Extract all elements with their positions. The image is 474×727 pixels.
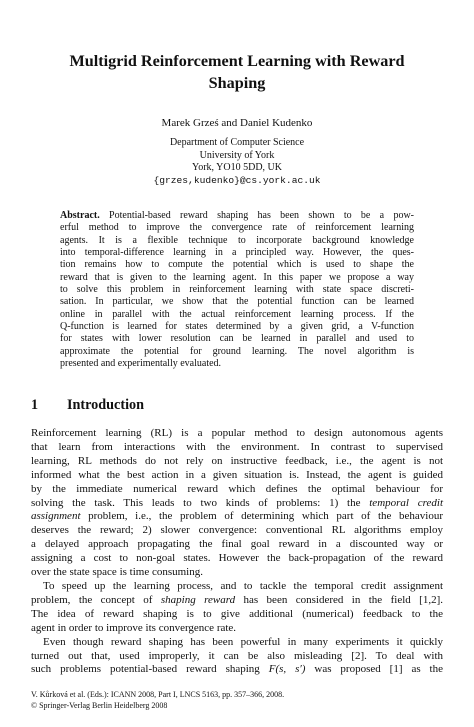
affiliation-university: University of York — [199, 149, 275, 161]
body-text — [31, 427, 443, 677]
abstract-line: online in parallel with the actual reinforcement learning process. If the — [60, 308, 414, 320]
abstract-line: Q-function is learned for states determined by a given grid, a V-function — [60, 321, 414, 333]
abstract-line: erful method to improve the convergence rate of reinforcement learning — [60, 222, 414, 234]
author-names: Marek Grześ and Daniel Kudenko — [161, 117, 313, 129]
body-line: learning, RL methods do not rely on instructive feedback, i.e., the agent is not — [31, 454, 443, 467]
affiliation-email: {grzes,kudenko}@cs.york.ac.uk — [153, 174, 321, 186]
body-line: a delayed approach propagating the final goal reward in a discounted way or — [31, 538, 443, 551]
abstract-line: sation. In particular, we show that the potential function can be learned — [60, 296, 414, 308]
abstract-line: to solve this problem in reinforcement learning with state space discreti- — [60, 284, 414, 296]
paper-title — [30, 50, 444, 94]
abstract-line: reward that is given to the learning agent. In this paper we propose a way — [60, 271, 414, 283]
title-line-2: Shaping — [208, 74, 266, 92]
emphasis: temporal credit — [369, 496, 443, 509]
body-line: deserves the reward; 2) slower convergence: conventional RL algorithms employ — [31, 524, 443, 537]
body-line: solving the task. This leads to two kinds of problems: 1) the temporal credit — [31, 496, 443, 509]
abstract-block — [60, 210, 414, 370]
abstract-line: agents. It is a flexible technique to incorporate background knowledge — [60, 234, 414, 246]
section-heading — [31, 396, 144, 414]
abstract-line: for states with lower resolution can be learned in parallel and used to — [60, 333, 414, 345]
affiliation-block — [0, 137, 474, 187]
affiliation-department: Department of Computer Science — [169, 137, 305, 148]
footer-line-2: © Springer-Verlag Berlin Heidelberg 2008 — [31, 700, 168, 710]
emphasis: shaping reward — [160, 593, 236, 606]
body-line: assignment problem, i.e., the problem of determining which part of the behaviour — [31, 510, 443, 523]
title-line-1: Multigrid Reinforcement Learning with Reward — [69, 52, 405, 70]
body-line: Reinforcement learning (RL) is a popular method to design autonomous agents — [31, 427, 443, 439]
abstract-line: presented and experimentally evaluated. — [60, 358, 222, 370]
math-expression: F(s, s′) — [268, 663, 306, 676]
body-line: over the state space is time consuming. — [31, 566, 203, 579]
abstract-line: approximate the potential for ground learning. The novel algorithm is — [60, 345, 414, 357]
body-line: such problems potential-based reward shaping F(s, s′) was proposed [1] as the — [31, 663, 443, 676]
affiliation-city: York, YO10 5DD, UK — [191, 162, 282, 174]
body-line: informed what the best action in a given situation is. Instead, the agent is guided — [31, 468, 443, 481]
section-number: 1 — [31, 397, 39, 413]
body-line: assigning a cost to non-goal states. However the back-propagation of the reward — [31, 552, 443, 565]
body-line: Even though reward shaping has been powerful in many experiments it quickly — [43, 635, 443, 648]
body-line: The idea of reward shaping is to give additional (numerical) feedback to the — [31, 607, 443, 620]
body-line: by the immediate numerical reward which defines the optimal behaviour for — [31, 482, 443, 495]
abstract-line: Abstract. Potential-based reward shaping has been shown to be a pow- — [60, 210, 414, 221]
footer-line-1: V. Kůrková et al. (Eds.): ICANN 2008, Part I, LNCS 5163, pp. 357–366, 2008. — [31, 690, 285, 699]
abstract-line: into temporal-difference learning in a principled way. However, the ques- — [60, 247, 414, 259]
footer-citation — [31, 690, 284, 711]
emphasis: assignment — [31, 510, 81, 523]
section-title: Introduction — [67, 397, 144, 413]
body-line: that learn from interactions with the environment. In contrast to supervised — [31, 440, 443, 453]
abstract-line: tion remains how to compute the potential which is used to shape the — [60, 259, 414, 271]
body-line: problem, the concept of shaping reward has been considered in the field [1,2]. — [31, 593, 443, 606]
body-line: To speed up the learning process, and to tackle the temporal credit assignment — [43, 579, 443, 592]
body-line: agent in order to improve its convergence rate. — [31, 621, 237, 634]
abstract-label: Abstract. — [60, 210, 100, 221]
body-line: turned out that, used improperly, it can be also misleading [2]. To deal with — [31, 649, 443, 662]
